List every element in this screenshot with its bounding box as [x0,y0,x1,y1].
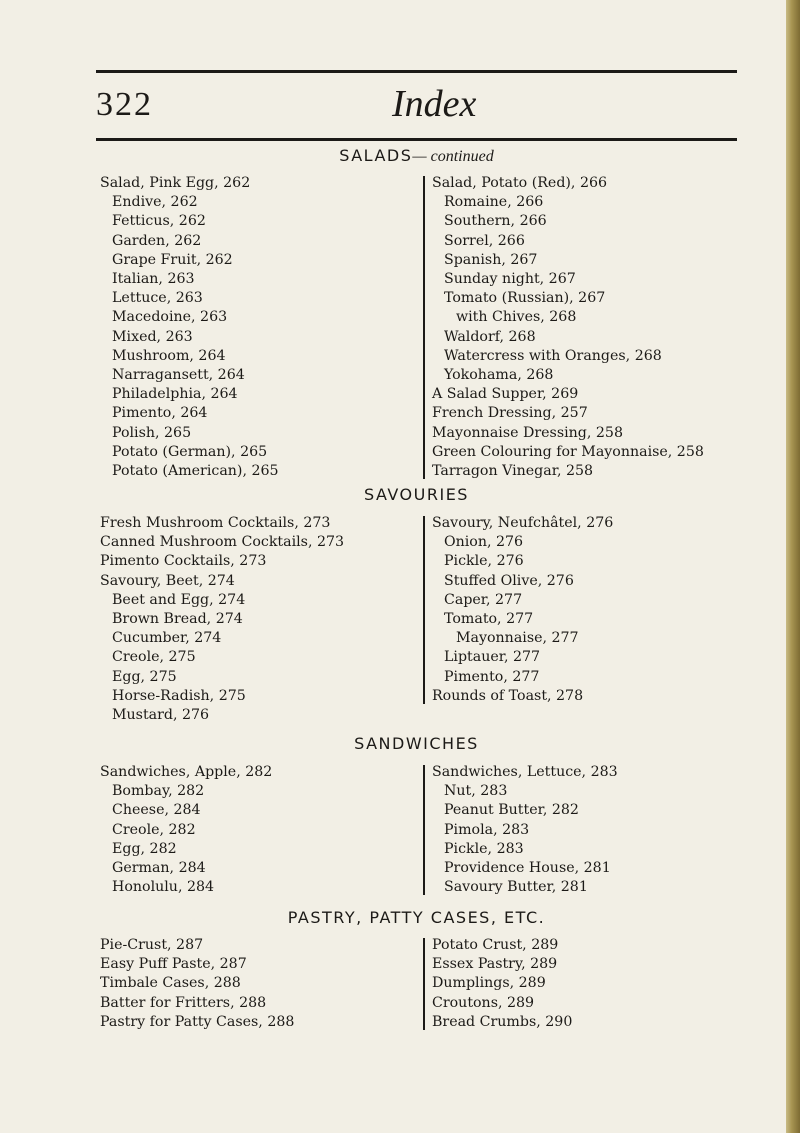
running-title: Index [392,83,477,125]
index-entry: German, 284 [112,860,206,877]
index-entry: Sandwiches, Lettuce, 283 [432,764,618,780]
index-entry: Pastry for Patty Cases, 288 [100,1013,295,1030]
index-entry: Macedoine, 263 [112,309,228,326]
index-entry: Savoury, Neufchâtel, 276 [432,515,614,531]
index-entry: Mushroom, 264 [112,347,226,364]
index-entry: Sandwiches, Apple, 282 [100,764,273,780]
index-entry: Endive, 262 [112,194,198,211]
index-entry: Caper, 277 [444,591,523,608]
index-entry: Mayonnaise, 277 [456,630,579,647]
index-entry: Essex Pastry, 289 [432,956,558,973]
index-entry: Beet and Egg, 274 [112,591,246,608]
index-entry: Spanish, 267 [444,251,538,268]
index-entry: Pickle, 276 [444,553,524,570]
index-entry: Watercress with Oranges, 268 [444,347,662,364]
index-entry: Pimento Cocktails, 273 [100,553,267,570]
section-continued-label: — continued [412,148,494,165]
section-heading-savouries [96,485,737,504]
salads-right-column [432,174,704,481]
section-title: PASTRY, PATTY CASES, ETC. [287,908,546,927]
index-entry: Lettuce, 263 [112,290,203,307]
section-heading-salads [96,146,737,166]
index-entry: Cheese, 284 [112,802,201,819]
index-entry: Egg, 282 [112,840,177,857]
index-entry: Providence House, 281 [444,860,611,877]
index-entry: Dumplings, 289 [432,975,546,992]
index-entry: Batter for Fritters, 288 [100,994,267,1011]
index-entry: Mayonnaise Dressing, 258 [432,424,623,441]
index-entry: Grape Fruit, 262 [112,251,233,268]
index-entry: Garden, 262 [112,232,202,249]
index-entry: Peanut Butter, 282 [444,802,579,819]
index-entry: Pie-Crust, 287 [100,937,204,953]
index-entry: Savoury, Beet, 274 [100,572,235,589]
index-entry: Italian, 263 [112,271,195,288]
page-number: 322 [96,86,153,123]
index-entry: Rounds of Toast, 278 [432,687,584,704]
index-entry: Fresh Mushroom Cocktails, 273 [100,515,331,531]
index-entry: Romaine, 266 [444,194,544,211]
index-entry: Cucumber, 274 [112,630,222,647]
index-entry: Nut, 283 [444,783,508,800]
index-entry: Croutons, 289 [432,994,535,1011]
section-title: SALADS [339,146,413,165]
index-entry: Timbale Cases, 288 [100,975,241,992]
index-entry: Bombay, 282 [112,783,205,800]
index-entry: Pimento, 264 [112,405,208,422]
index-entry: Philadelphia, 264 [112,386,238,403]
index-entry: Green Colouring for Mayonnaise, 258 [432,443,704,460]
header-rule-top [96,70,737,73]
pastry-left-column [100,936,294,1032]
index-entry: Narragansett, 264 [112,367,245,384]
salads-left-column [100,174,279,481]
sandwiches-left-column [100,763,272,897]
index-entry: Creole, 275 [112,649,196,666]
index-entry: Mixed, 263 [112,328,193,345]
index-entry: A Salad Supper, 269 [432,386,579,403]
index-entry: Salad, Pink Egg, 262 [100,175,251,191]
index-entry: Pickle, 283 [444,840,524,857]
pastry-right-column [432,936,572,1032]
index-entry: Pimento, 277 [444,668,540,685]
index-entry: Waldorf, 268 [444,328,536,345]
book-spine-edge [786,0,800,1133]
index-entry: Horse-Radish, 275 [112,687,246,704]
index-entry: Pimola, 283 [444,821,530,838]
index-entry: Onion, 276 [444,534,524,551]
index-entry: Stuffed Olive, 276 [444,572,574,589]
index-entry: Bread Crumbs, 290 [432,1013,573,1030]
index-entry: Egg, 275 [112,668,177,685]
index-entry: French Dressing, 257 [432,405,588,422]
index-entry: Tomato (Russian), 267 [444,290,606,307]
savouries-right-column [432,514,613,706]
index-entry: Savoury Butter, 281 [444,879,588,896]
index-entry: Sorrel, 266 [444,232,525,249]
index-entry: Polish, 265 [112,424,192,441]
index-entry: Tomato, 277 [444,611,534,628]
index-entry: Easy Puff Paste, 287 [100,956,247,973]
index-entry: Tarragon Vinegar, 258 [432,463,594,480]
index-entry: Potato Crust, 289 [432,937,559,953]
index-entry: Brown Bread, 274 [112,611,243,628]
index-entry: Canned Mushroom Cocktails, 273 [100,534,345,551]
index-entry: Salad, Potato (Red), 266 [432,175,608,191]
sandwiches-right-column [432,763,618,897]
index-entry: Creole, 282 [112,821,196,838]
index-entry: Yokohama, 268 [444,367,554,384]
index-entry: Honolulu, 284 [112,879,215,896]
index-entry: Sunday night, 267 [444,271,576,288]
index-entry: Potato (German), 265 [112,443,268,460]
index-entry: Mustard, 276 [112,707,210,724]
index-entry: Liptauer, 277 [444,649,541,666]
section-title: SAVOURIES [364,485,469,504]
savouries-left-column [100,514,344,725]
index-entry: Potato (American), 265 [112,463,279,480]
index-entry: Fetticus, 262 [112,213,206,230]
index-entry: with Chives, 268 [456,309,577,326]
section-title: SANDWICHES [354,734,479,753]
section-heading-sandwiches [96,734,737,753]
index-entry: Southern, 266 [444,213,547,230]
section-heading-pastry [96,908,737,927]
header-rule-bottom [96,138,737,141]
